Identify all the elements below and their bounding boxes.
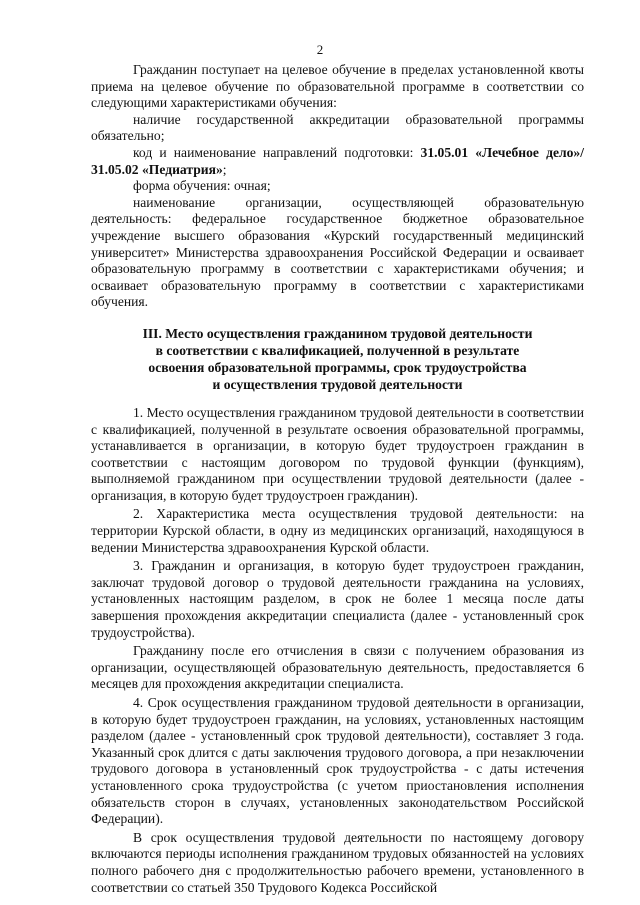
clause-2-paragraph: 2. Характеристика места осуществления трудовой деятельности: на территории Курской области, в одну из медицинских организаций, находящуюся в ведении Министерства здравоохранения Курской области. [91,506,584,555]
work-period-paragraph: В срок осуществления трудовой деятельности по настоящему договору включаются периоды исполнения гражданином трудовых обязанностей на условиях полного рабочего дня с продолжительностью рабочего времени, установленного в соответствии со статьей 350 Трудового Кодекса Российской [91,829,584,895]
section-3-title [91,325,584,393]
program-code-paragraph [91,145,584,178]
program-code-suffix: ; [222,161,227,177]
accreditation-paragraph: наличие государственной аккредитации образовательной программы обязательно; [91,111,584,144]
clause-3-paragraph: 3. Гражданин и организация, в которую будет трудоустроен гражданин, заключат трудовой договор о трудовой деятельности гражданина на условиях, установленных настоящим разделом, в срок не более 1 месяца после даты завершения прохождения аккредитации специалиста (далее - установленный срок трудоустройства). [91,558,584,640]
program-code-value: 31.05.01 «Лечебное дело»/ 31.05.02 «Педиатрия» [91,144,584,177]
section-title-line: в соответствии с квалификацией, полученной в результате [155,342,520,358]
organization-paragraph: наименование организации, осуществляющей образовательную деятельность: федеральное государственное бюджетное образовательное учреждение высшего образования «Курский государственный медицинский университет» Министерства здравоохранения Российской Федерации и осваивает образовательную программу в соответствии с характеристиками обучения; и осваивает образовательную программу в соответствии с характеристиками обучения. [91,194,584,310]
program-code-prefix: код и наименование направлений подготовки: [133,144,421,160]
intro-paragraph: Гражданин поступает на целевое обучение в пределах установленной квоты приема на целевое обучение по образовательной программе в соответствии со следующими характеристиками обучения: [91,62,584,111]
study-form-paragraph: форма обучения: очная; [133,178,271,194]
section-title-line: и осуществления трудовой деятельности [212,376,463,392]
clause-4-paragraph: 4. Срок осуществления гражданином трудовой деятельности в организации, в которую будет трудоустроен гражданин, на условиях, установленных настоящим разделом (далее - установленный срок трудовой деятельности), составляет 3 года. Указанный срок длится с даты заключения трудового договора, а при незаключении трудового договора в установленный срок трудоустройства - с даты истечения установленного срока трудоустройства (с учетом приостановления исполнения обязательств сторон в случаях, установленных законодательством Российской Федерации). [91,695,584,827]
clause-1-paragraph: 1. Место осуществления гражданином трудовой деятельности в соответствии с квалификацией, полученной в результате освоения образовательной программы, устанавливается в организации, в которую будет трудоустроен гражданин в соответствии с настоящим договором по трудовой функции (функциям), выполняемой гражданином при осуществлении трудовой деятельности (далее - организация, в которую будет трудоустроен гражданин). [91,404,584,503]
page-number: 2 [316,42,324,57]
accreditation-period-paragraph: Гражданину после его отчисления в связи с получением образования из организации, осуществляющей образовательную деятельность, предоставляется 6 месяцев для прохождения аккредитации специалиста. [91,643,584,692]
document-body [91,62,584,896]
section-title-line: освоения образовательной программы, срок трудоустройства [148,359,527,375]
section-title-line: III. Место осуществления гражданином трудовой деятельности [142,325,533,341]
